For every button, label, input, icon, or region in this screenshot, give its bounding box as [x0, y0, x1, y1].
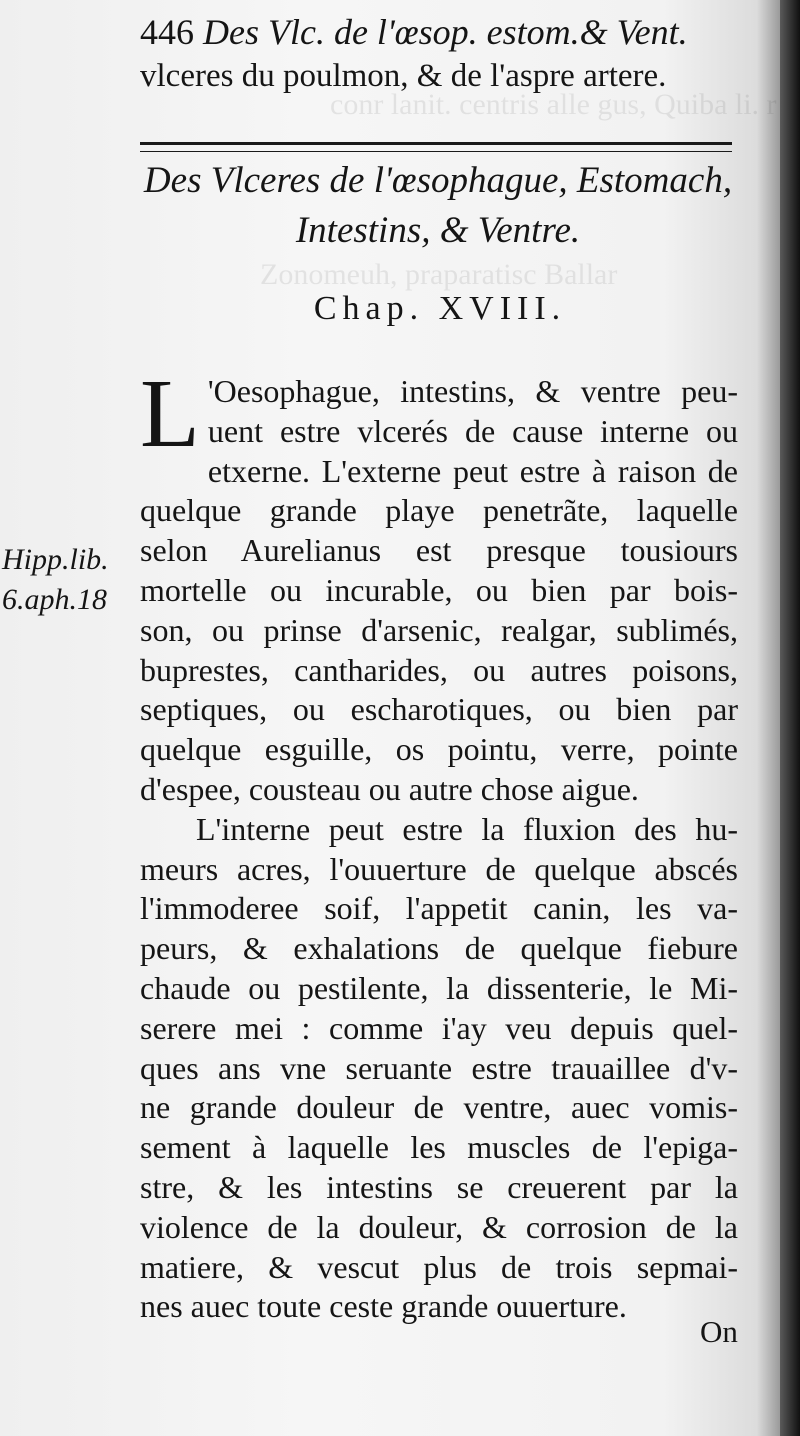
text-line: ques ans vne seruante estre trauaillee d'v- — [140, 1049, 738, 1086]
text-line: septiques, ou escharotiques, ou bien par — [140, 691, 738, 728]
chapter-heading — [138, 156, 738, 256]
chapter-number: Chap. XVIII. — [313, 290, 567, 327]
drop-cap: L — [140, 360, 200, 468]
carryover-line: vlceres du poulmon, & de l'aspre artere. — [140, 58, 667, 94]
text-line: l'immoderee soif, l'appetit canin, les va- — [140, 890, 738, 927]
book-gutter-shadow — [780, 0, 800, 1436]
text-line: chaude ou pestilente, la dissenterie, le Mi- — [140, 969, 738, 1006]
show-through-text: Zonomeuh, praparatisc Ballar — [260, 258, 618, 291]
text-line: serere mei : comme i'ay veu depuis quel- — [140, 1009, 738, 1046]
text-line: nes auec toute ceste grande ouuerture. — [140, 1288, 627, 1325]
running-title: Des Vlc. de l'œsop. estom.& Vent. — [203, 12, 688, 52]
chapter-heading-line: Des Vlceres de l'œsophague, Estomach, — [143, 160, 733, 201]
text-line: uent estre vlcerés de cause interne ou — [207, 412, 738, 449]
page-number: 446 — [140, 12, 194, 52]
show-through-text: conr lanit. centris alle gus, Quiba li. r — [330, 88, 777, 121]
margin-note-line: Hipp.lib. — [2, 543, 109, 576]
text-line: son, ou prinse d'arsenic, realgar, sublimés, — [140, 611, 738, 648]
section-rule — [140, 142, 732, 152]
text-line: buprestes, cantharides, ou autres poisons, — [140, 651, 738, 688]
body-text — [140, 360, 738, 1327]
text-line: sement à laquelle les muscles de l'epiga- — [140, 1129, 738, 1166]
margin-note-line: 6.aph.18 — [2, 583, 107, 616]
text-line: quelque esguille, os pointu, verre, pointe — [140, 731, 738, 768]
text-line: quelque grande playe penetrãte, laquelle — [140, 492, 738, 529]
running-header — [140, 10, 740, 54]
text-line: selon Aurelianus est presque tousiours — [140, 532, 738, 569]
text-line: peurs, & exhalations de quelque fiebure — [140, 930, 738, 967]
text-line: 'Oesophague, intestins, & ventre peu- — [207, 373, 738, 409]
text-line: d'espee, cousteau ou autre chose aigue. — [140, 770, 639, 807]
text-line: L'interne peut estre la fluxion des hu- — [196, 810, 738, 847]
catchword: On — [700, 1314, 738, 1349]
chapter-heading-line: Intestins, & Ventre. — [295, 210, 581, 251]
text-line: etxerne. L'externe peut estre à raison de — [207, 452, 738, 489]
margin-note — [2, 540, 137, 620]
text-line: stre, & les intestins se creuerent par la — [140, 1168, 738, 1205]
text-line: violence de la douleur, & corrosion de la — [140, 1208, 738, 1245]
text-line: mortelle ou incurable, ou bien par bois- — [140, 571, 738, 608]
text-line: matiere, & vescut plus de trois sepmai- — [140, 1248, 738, 1285]
text-line: ne grande douleur de ventre, auec vomis- — [140, 1089, 738, 1126]
text-line: meurs acres, l'ouuerture de quelque abscés — [140, 850, 738, 887]
